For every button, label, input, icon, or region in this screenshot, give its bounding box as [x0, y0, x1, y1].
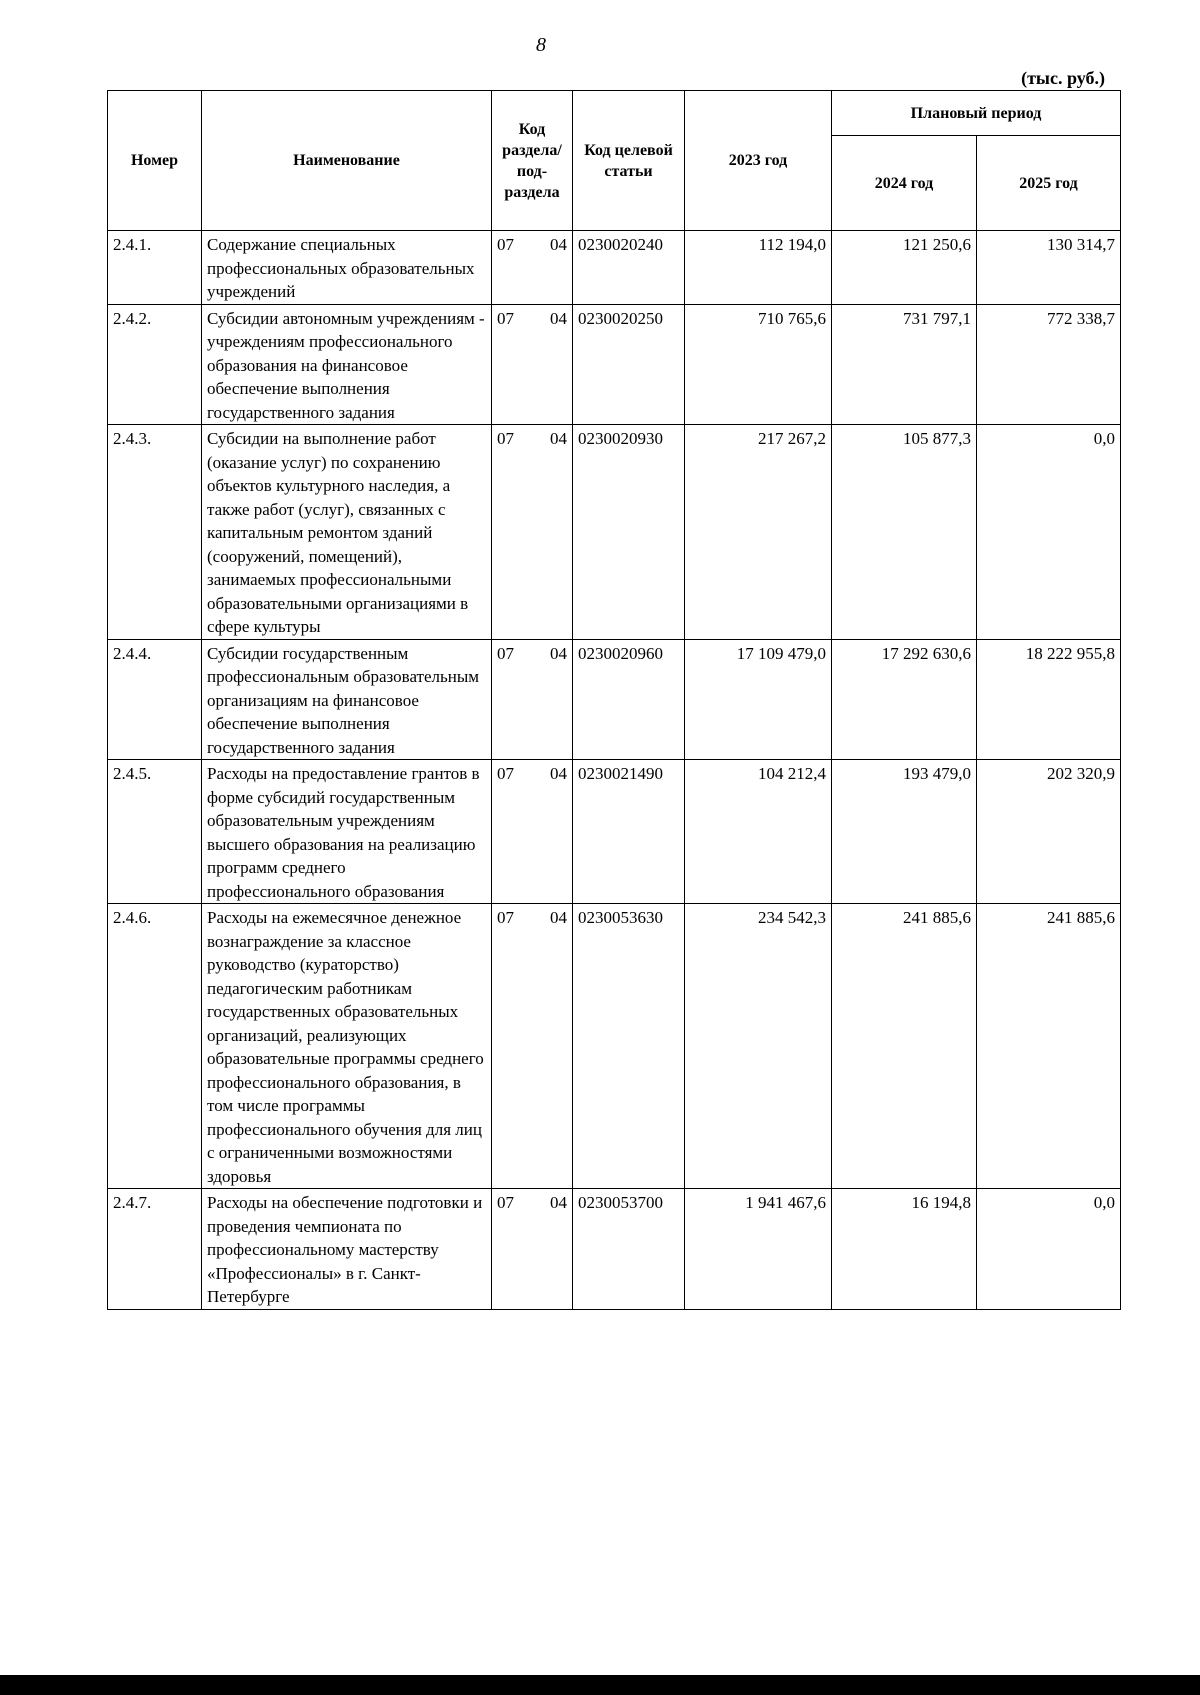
row-podrazdel: 04 [550, 908, 567, 927]
row-podrazdel: 04 [550, 308, 567, 328]
row-section-code [492, 639, 573, 760]
row-name: Субсидии на выполнение работ (оказание услуг) по сохранению объектов культурного наследия, а также работ (услуг), связанных с капитальным ремонтом зданий (сооружений, помещений), занимаемых профессиональными образовательными организациями в сфере культуры [202, 425, 492, 640]
row-podrazdel: 04 [550, 643, 567, 663]
row-section-code [492, 304, 573, 425]
table-row [108, 639, 1121, 760]
header-name: Наименование [202, 91, 492, 231]
row-section-code [492, 904, 573, 1189]
row-razdel: 07 [497, 429, 514, 448]
row-podrazdel: 04 [550, 1193, 567, 1212]
row-target-code: 0230021490 [573, 760, 685, 904]
row-razdel: 07 [497, 643, 514, 663]
row-razdel: 07 [497, 908, 514, 927]
row-amount-2025: 0,0 [977, 425, 1121, 640]
row-number: 2.4.1. [108, 231, 202, 305]
row-name: Содержание специальных профессиональных образовательных учреждений [202, 231, 492, 305]
row-amount-2023: 234 542,3 [685, 904, 832, 1189]
header-row [108, 91, 1121, 136]
header-number: Номер [108, 91, 202, 231]
row-podrazdel: 04 [550, 235, 567, 254]
page-number: 8 [536, 34, 546, 56]
row-section-code [492, 425, 573, 640]
row-target-code: 0230020930 [573, 425, 685, 640]
table-row [108, 231, 1121, 305]
table-row [108, 904, 1121, 1189]
row-amount-2025: 18 222 955,8 [977, 639, 1121, 760]
row-name: Субсидии государственным профессиональным образовательным организациям на финансовое обеспечение выполнения государственного задания [202, 639, 492, 760]
row-number: 2.4.2. [108, 304, 202, 425]
scan-bottom-border [0, 1675, 1200, 1695]
row-target-code: 0230020960 [573, 639, 685, 760]
budget-table [107, 90, 1121, 1310]
row-amount-2023: 104 212,4 [685, 760, 832, 904]
row-podrazdel: 04 [550, 764, 567, 783]
row-amount-2023: 1 941 467,6 [685, 1189, 832, 1310]
row-section-code [492, 231, 573, 305]
row-target-code: 0230020240 [573, 231, 685, 305]
row-amount-2025: 241 885,6 [977, 904, 1121, 1189]
row-target-code: 0230053700 [573, 1189, 685, 1310]
row-amount-2023: 710 765,6 [685, 304, 832, 425]
row-amount-2024: 193 479,0 [832, 760, 977, 904]
row-amount-2025: 772 338,7 [977, 304, 1121, 425]
table-body [108, 231, 1121, 1310]
header-planned-period: Плановый период [832, 91, 1121, 136]
row-razdel: 07 [497, 235, 514, 254]
row-target-code: 0230053630 [573, 904, 685, 1189]
row-name: Расходы на обеспечение подготовки и проведения чемпионата по профессиональному мастерству «Профессионалы» в г. Санкт-Петербурге [202, 1189, 492, 1310]
table-row [108, 304, 1121, 425]
row-name: Расходы на ежемесячное денежное вознаграждение за классное руководство (кураторство) педагогическим работникам государственных образовательных организаций, реализующих образовательные программы среднего профессионального образования, в том числе программы профессионального обучения для лиц с ограниченными возможностями здоровья [202, 904, 492, 1189]
row-amount-2023: 217 267,2 [685, 425, 832, 640]
row-number: 2.4.3. [108, 425, 202, 640]
table-row [108, 1189, 1121, 1310]
row-razdel: 07 [497, 308, 514, 328]
table-row [108, 760, 1121, 904]
row-target-code: 0230020250 [573, 304, 685, 425]
row-amount-2024: 731 797,1 [832, 304, 977, 425]
row-number: 2.4.7. [108, 1189, 202, 1310]
row-amount-2025: 130 314,7 [977, 231, 1121, 305]
row-number: 2.4.5. [108, 760, 202, 904]
row-amount-2024: 17 292 630,6 [832, 639, 977, 760]
table-row [108, 425, 1121, 640]
row-amount-2024: 241 885,6 [832, 904, 977, 1189]
row-amount-2023: 112 194,0 [685, 231, 832, 305]
row-name: Расходы на предоставление грантов в форме субсидий государственным образовательным учреждениям высшего образования на реализацию программ среднего профессионального образования [202, 760, 492, 904]
row-amount-2025: 0,0 [977, 1189, 1121, 1310]
row-amount-2024: 105 877,3 [832, 425, 977, 640]
row-amount-2024: 121 250,6 [832, 231, 977, 305]
row-razdel: 07 [497, 1193, 514, 1212]
header-target-code: Код целевой статьи [573, 91, 685, 231]
header-section-code: Код раздела/ под-раздела [492, 91, 573, 231]
row-amount-2024: 16 194,8 [832, 1189, 977, 1310]
row-number: 2.4.4. [108, 639, 202, 760]
header-year-2025: 2025 год [977, 136, 1121, 231]
row-amount-2025: 202 320,9 [977, 760, 1121, 904]
row-section-code [492, 760, 573, 904]
row-name: Субсидии автономным учреждениям - учреждениям профессионального образования на финансовое обеспечение выполнения государственного задания [202, 304, 492, 425]
row-amount-2023: 17 109 479,0 [685, 639, 832, 760]
row-section-code [492, 1189, 573, 1310]
row-razdel: 07 [497, 764, 514, 783]
row-podrazdel: 04 [550, 429, 567, 448]
header-year-2024: 2024 год [832, 136, 977, 231]
units-label: (тыс. руб.) [1021, 68, 1105, 88]
header-year-2023: 2023 год [685, 91, 832, 231]
row-number: 2.4.6. [108, 904, 202, 1189]
